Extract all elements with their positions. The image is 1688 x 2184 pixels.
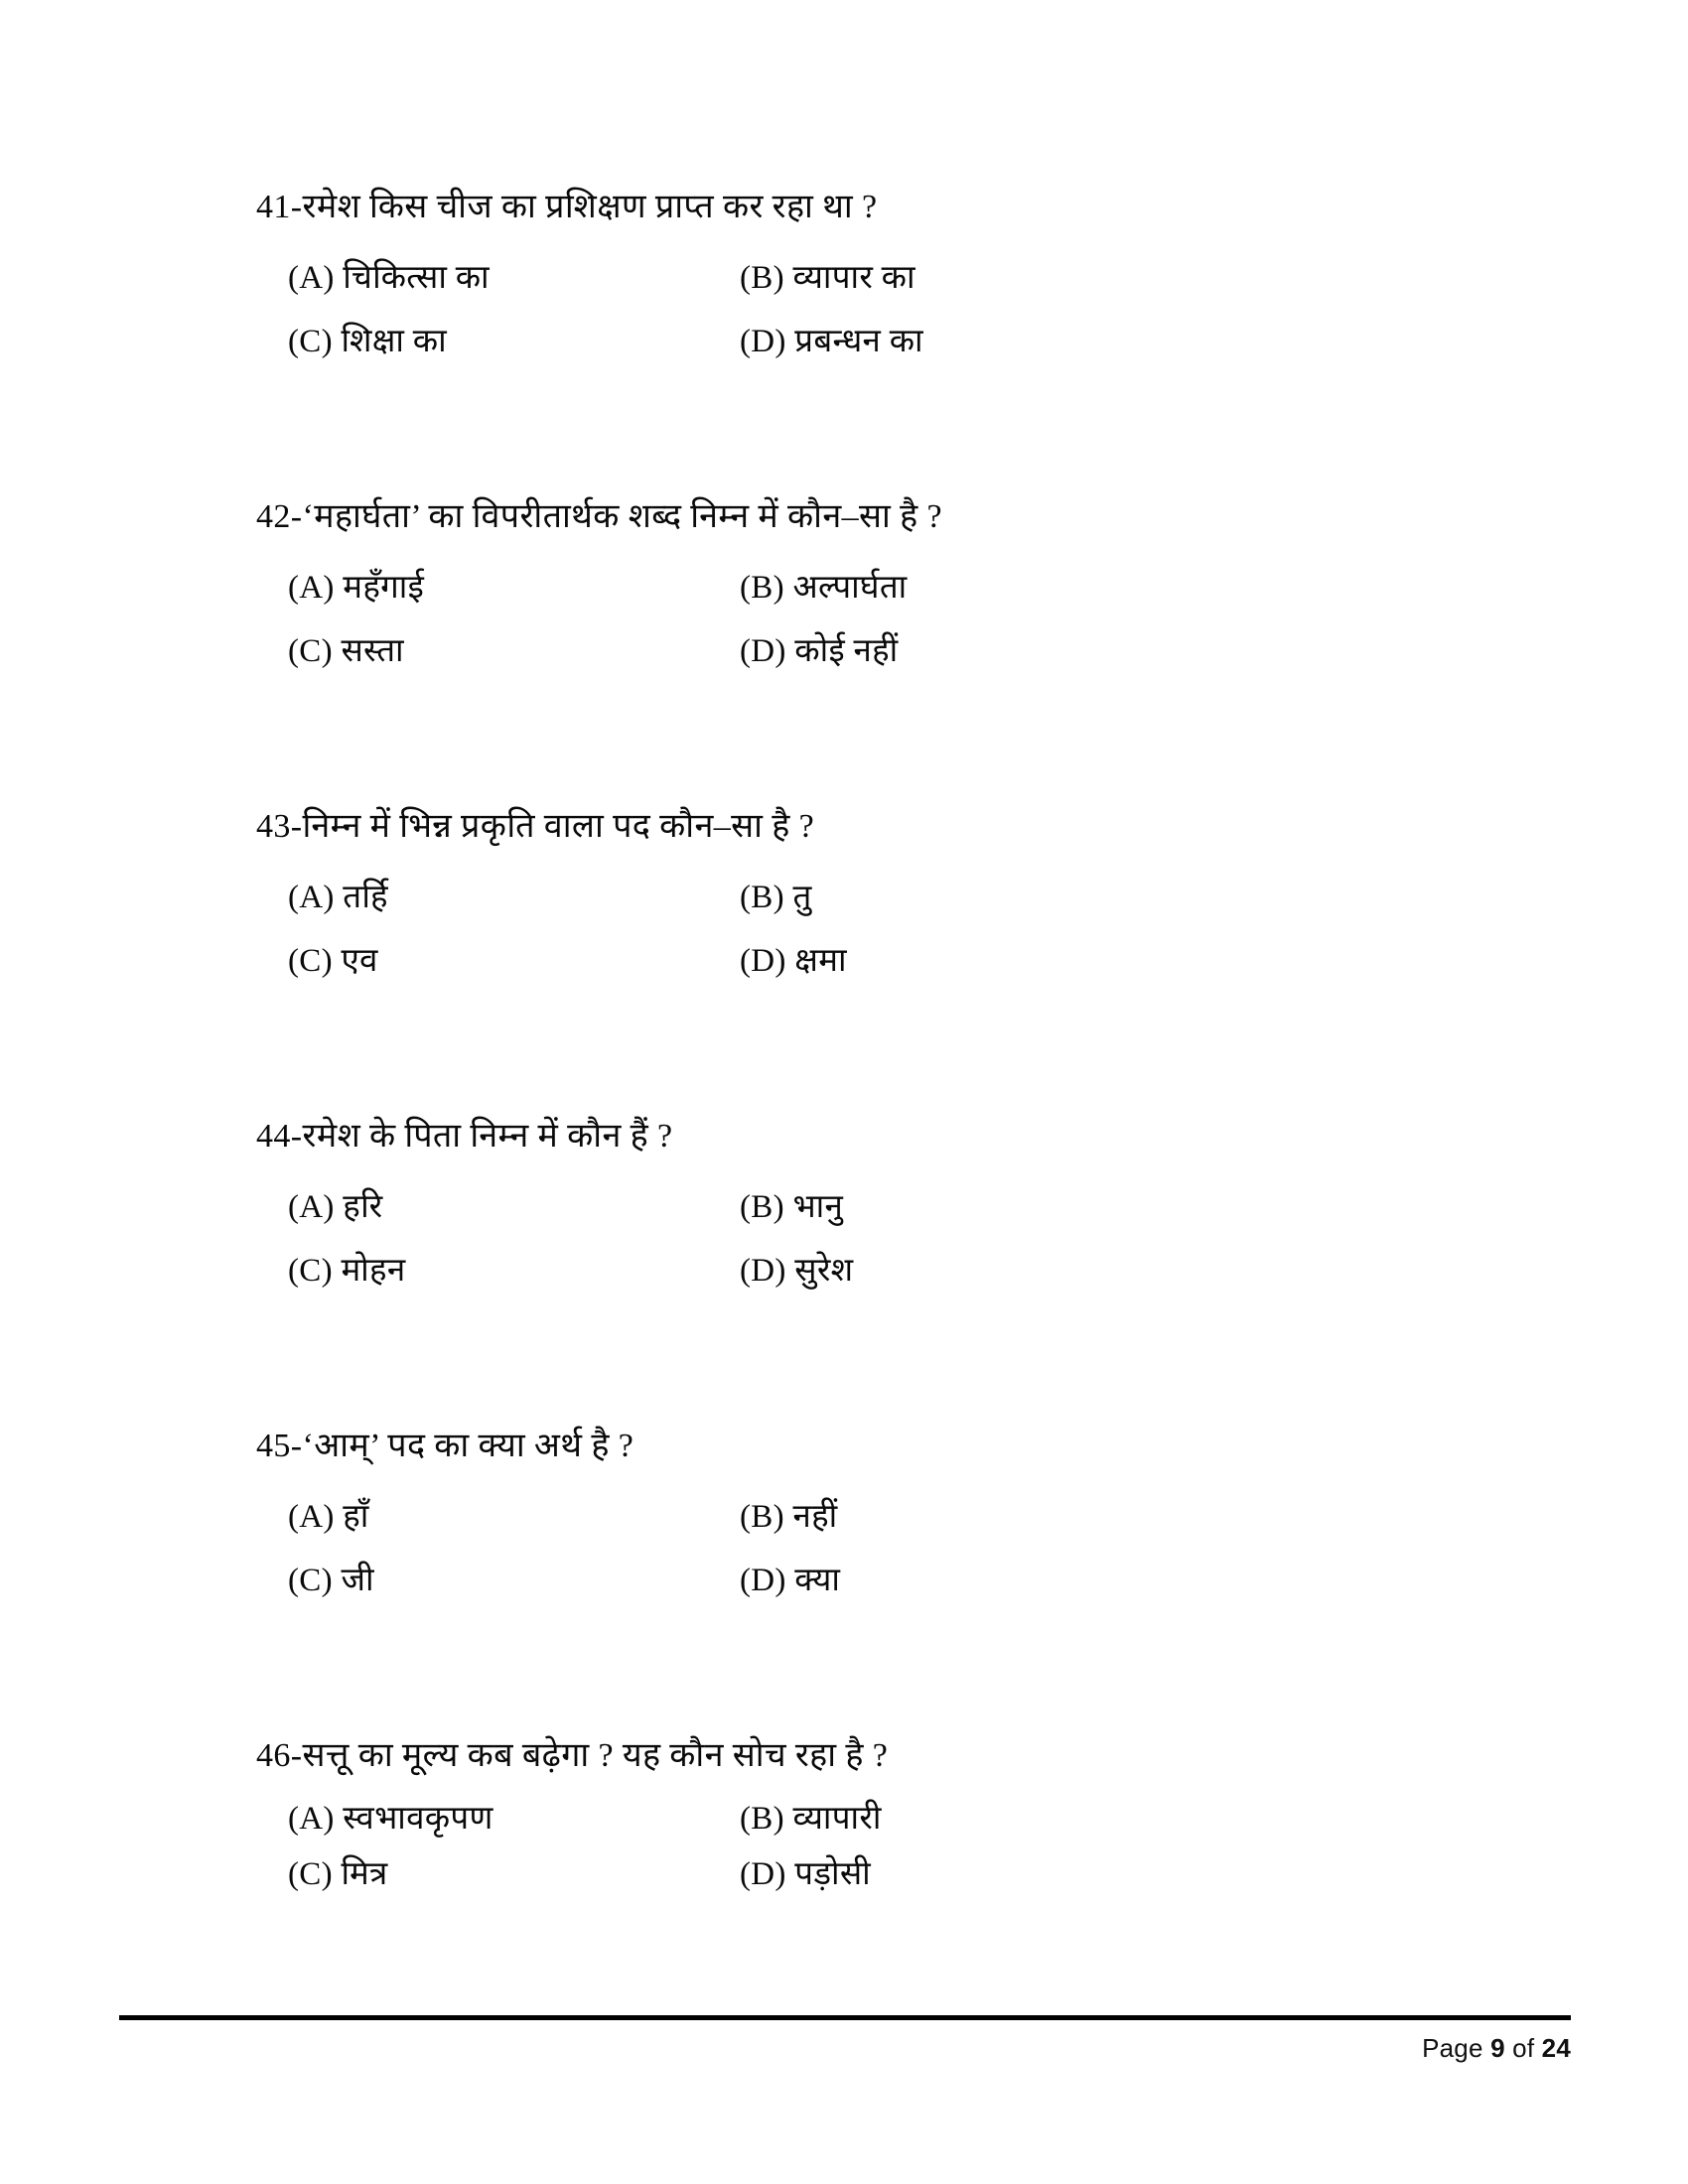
option-45-d-label: (D) — [740, 1563, 786, 1599]
question-text-46 — [256, 1735, 888, 1778]
options-42 — [288, 567, 942, 674]
question-body-42: ‘महार्घता’ का विपरीतार्थक शब्द निम्न में कौन–सा है ? — [302, 498, 942, 535]
question-text-44 — [256, 1116, 853, 1159]
question-block-42 — [256, 496, 942, 687]
option-45-b[interactable] — [740, 1496, 837, 1539]
options-44 — [288, 1186, 853, 1294]
question-number-44: 44- — [256, 1118, 303, 1155]
option-row-41-ab — [288, 257, 923, 300]
option-43-b-label: (B) — [740, 879, 784, 915]
option-41-d-text: प्रबन्धन का — [794, 324, 923, 360]
option-42-a-label: (A) — [288, 569, 335, 606]
question-block-41 — [256, 187, 923, 377]
options-41 — [288, 257, 923, 364]
option-45-b-label: (B) — [740, 1498, 784, 1535]
option-row-44-ab — [288, 1186, 853, 1229]
options-45 — [288, 1496, 840, 1603]
question-text-43 — [256, 806, 847, 849]
question-block-44 — [256, 1116, 853, 1306]
option-46-a-label: (A) — [288, 1800, 335, 1837]
option-45-c[interactable] — [288, 1560, 740, 1602]
option-row-45-ab — [288, 1496, 840, 1539]
option-41-b-text: व्यापार का — [792, 259, 915, 296]
option-43-c[interactable] — [288, 940, 740, 983]
option-42-b[interactable] — [740, 567, 907, 610]
option-45-c-text: जी — [341, 1563, 374, 1599]
footer-divider — [119, 2015, 1571, 2020]
option-44-d[interactable] — [740, 1250, 853, 1293]
options-46 — [288, 1798, 888, 1897]
option-45-d[interactable] — [740, 1560, 840, 1602]
option-43-b[interactable] — [740, 877, 812, 919]
option-42-d-label: (D) — [740, 633, 786, 670]
option-44-b-label: (B) — [740, 1188, 784, 1225]
question-body-46: सत्तू का मूल्य कब बढ़ेगा ? यह कौन सोच रहा है ? — [302, 1737, 889, 1774]
option-45-a[interactable] — [288, 1496, 740, 1539]
option-41-c-text: शिक्षा का — [341, 324, 447, 360]
options-43 — [288, 877, 847, 984]
option-42-c-label: (C) — [288, 633, 333, 670]
option-45-d-text: क्या — [794, 1563, 841, 1599]
question-number-42: 42- — [256, 498, 303, 535]
option-row-46-cd — [288, 1853, 888, 1896]
option-46-d-text: पड़ोसी — [794, 1856, 871, 1893]
question-text-45 — [256, 1426, 840, 1468]
option-46-d[interactable] — [740, 1853, 871, 1896]
question-block-46 — [256, 1735, 888, 1910]
option-44-c-label: (C) — [288, 1253, 333, 1290]
footer-prefix: Page — [1422, 2033, 1491, 2063]
option-41-c-label: (C) — [288, 324, 333, 360]
option-44-a-text: हरि — [343, 1188, 383, 1225]
option-row-42-cd — [288, 630, 942, 673]
option-46-b[interactable] — [740, 1798, 882, 1841]
option-46-c-text: मित्र — [341, 1856, 388, 1893]
option-row-42-ab — [288, 567, 942, 610]
option-42-a-text: महँगाई — [343, 569, 425, 606]
option-46-a[interactable] — [288, 1798, 740, 1841]
option-43-a-text: तर्हि — [343, 879, 388, 915]
footer-total-pages: 24 — [1541, 2033, 1571, 2063]
question-number-46: 46- — [256, 1737, 303, 1774]
option-41-a-text: चिकित्सा का — [343, 259, 490, 296]
option-row-43-ab — [288, 877, 847, 919]
option-43-b-text: तु — [792, 879, 812, 915]
question-text-42 — [256, 496, 942, 539]
option-43-a-label: (A) — [288, 879, 335, 915]
option-46-a-text: स्वभावकृपण — [343, 1800, 493, 1837]
option-46-d-label: (D) — [740, 1856, 786, 1893]
option-42-b-label: (B) — [740, 569, 784, 606]
option-row-45-cd — [288, 1560, 840, 1602]
option-row-44-cd — [288, 1250, 853, 1293]
option-46-b-text: व्यापारी — [792, 1800, 882, 1837]
question-body-41: रमेश किस चीज का प्रशिक्षण प्राप्त कर रहा था ? — [302, 189, 878, 225]
option-46-b-label: (B) — [740, 1800, 784, 1837]
option-42-c[interactable] — [288, 630, 740, 673]
option-44-b[interactable] — [740, 1186, 843, 1229]
option-43-c-label: (C) — [288, 943, 333, 980]
option-41-a[interactable] — [288, 257, 740, 300]
option-44-d-text: सुरेश — [794, 1253, 854, 1290]
option-41-c[interactable] — [288, 321, 740, 363]
option-43-c-text: एव — [341, 943, 378, 980]
question-block-45 — [256, 1426, 840, 1616]
option-row-41-cd — [288, 321, 923, 363]
option-42-d-text: कोई नहीं — [794, 633, 899, 670]
footer-page-number: 9 — [1490, 2033, 1505, 2063]
option-44-d-label: (D) — [740, 1253, 786, 1290]
question-number-41: 41- — [256, 189, 303, 225]
option-46-c[interactable] — [288, 1853, 740, 1896]
question-number-45: 45- — [256, 1428, 303, 1464]
page-footer — [1422, 2033, 1571, 2064]
option-42-a[interactable] — [288, 567, 740, 610]
option-42-d[interactable] — [740, 630, 899, 673]
option-45-b-text: नहीं — [792, 1498, 838, 1535]
question-block-43 — [256, 806, 847, 997]
option-45-a-label: (A) — [288, 1498, 335, 1535]
option-row-43-cd — [288, 940, 847, 983]
question-body-45: ‘आम्’ पद का क्या अर्थ है ? — [302, 1428, 634, 1464]
option-41-a-label: (A) — [288, 259, 335, 296]
option-41-d-label: (D) — [740, 324, 786, 360]
option-41-b[interactable] — [740, 257, 915, 300]
option-42-b-text: अल्पार्घता — [792, 569, 908, 606]
option-43-a[interactable] — [288, 877, 740, 919]
option-44-a[interactable] — [288, 1186, 740, 1229]
question-body-43: निम्न में भिन्न प्रकृति वाला पद कौन–सा है ? — [302, 808, 815, 845]
option-44-c-text: मोहन — [341, 1253, 406, 1290]
option-41-d[interactable] — [740, 321, 923, 363]
option-45-a-text: हाँ — [343, 1498, 369, 1535]
question-body-44: रमेश के पिता निम्न में कौन हैं ? — [302, 1118, 673, 1155]
option-45-c-label: (C) — [288, 1563, 333, 1599]
option-row-46-ab — [288, 1798, 888, 1841]
footer-middle: of — [1504, 2033, 1542, 2063]
option-44-b-text: भानु — [792, 1188, 844, 1225]
question-number-43: 43- — [256, 808, 303, 845]
option-44-c[interactable] — [288, 1250, 740, 1293]
option-43-d[interactable] — [740, 940, 847, 983]
option-44-a-label: (A) — [288, 1188, 335, 1225]
option-43-d-label: (D) — [740, 943, 786, 980]
question-text-41 — [256, 187, 923, 229]
option-43-d-text: क्षमा — [794, 943, 847, 980]
option-42-c-text: सस्ता — [341, 633, 404, 670]
option-41-b-label: (B) — [740, 259, 784, 296]
option-46-c-label: (C) — [288, 1856, 333, 1893]
